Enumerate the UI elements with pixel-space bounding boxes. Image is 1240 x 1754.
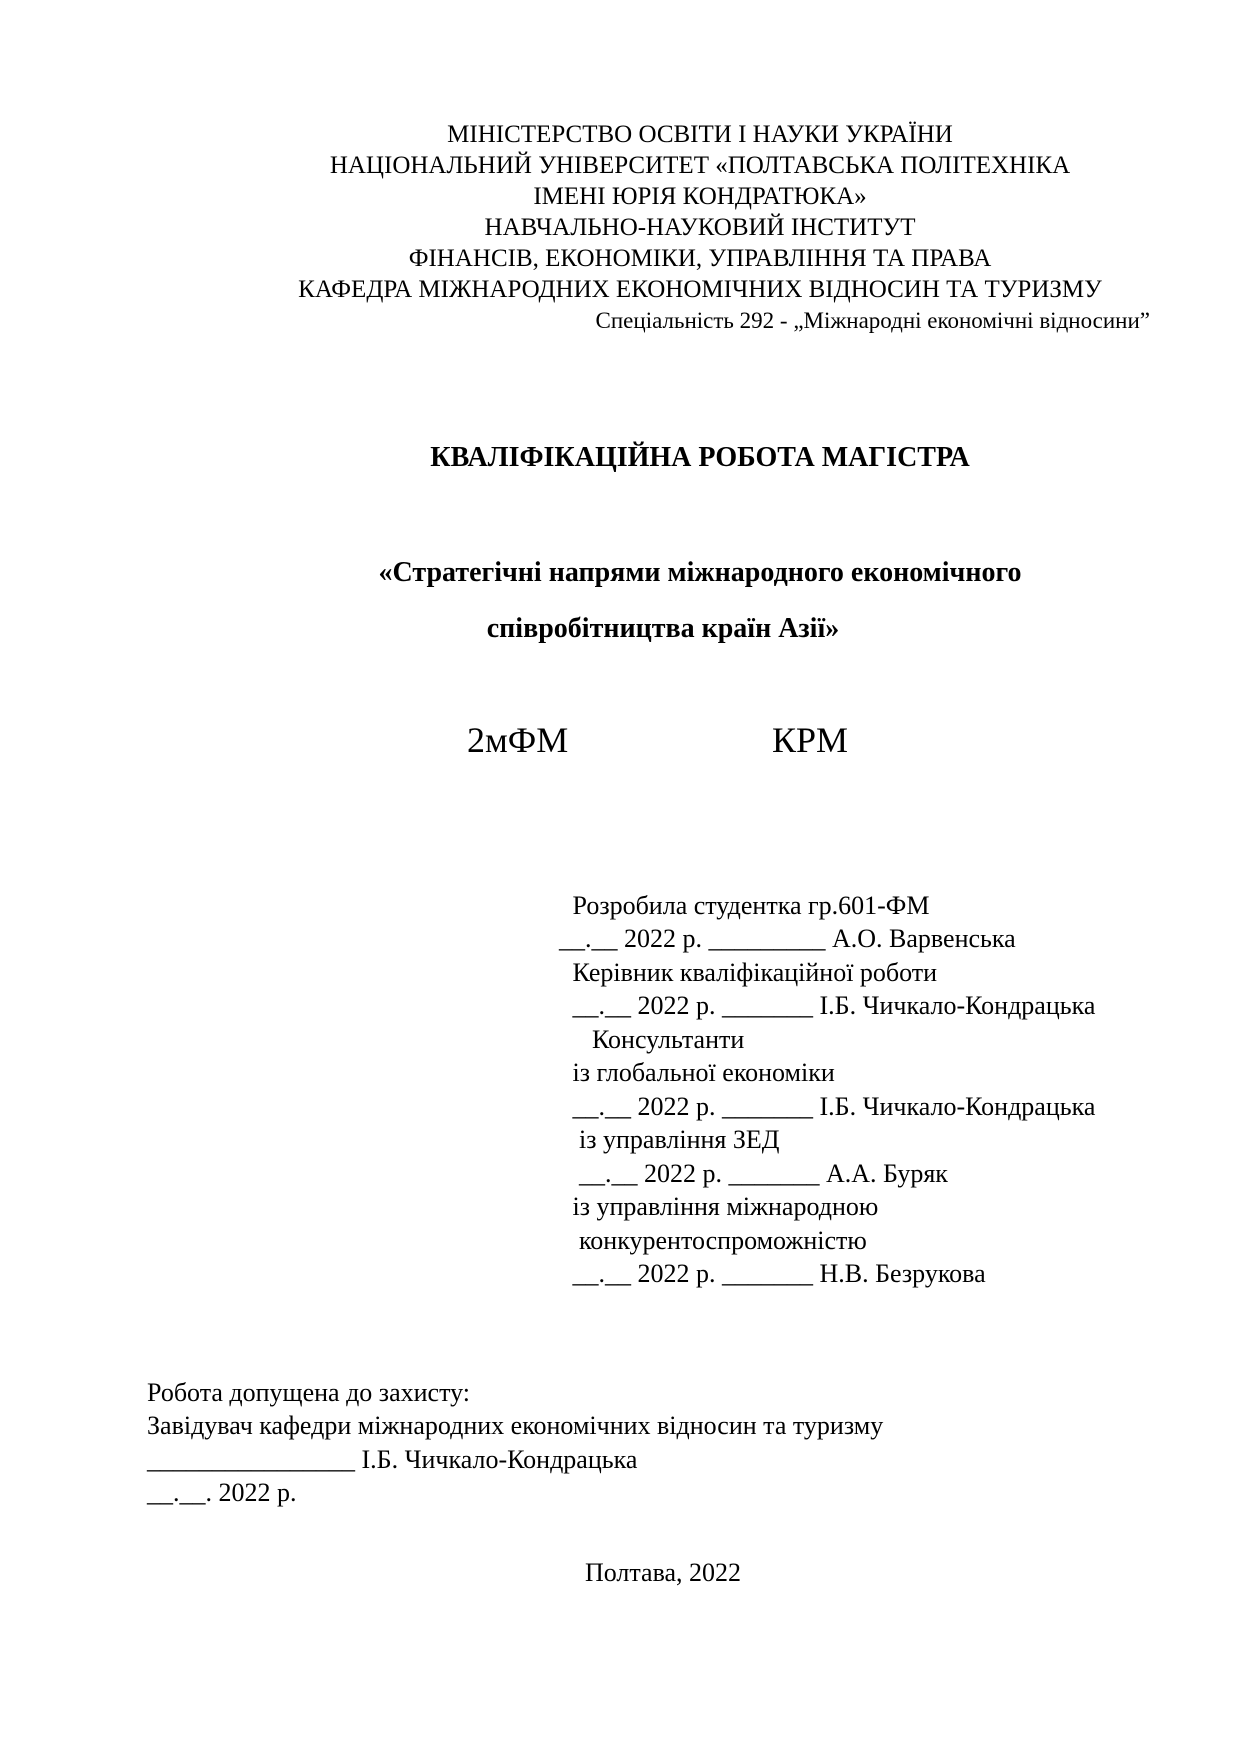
- thesis-title-line: «Стратегічні напрями міжнародного економічного: [378, 557, 1022, 588]
- header-line: НАЦІОНАЛЬНИЙ УНІВЕРСИТЕТ «ПОЛТАВСЬКА ПОЛІТЕХНІКА: [329, 152, 1071, 179]
- document-title: КВАЛІФІКАЦІЙНА РОБОТА МАГІСТРА: [430, 442, 970, 473]
- thesis-title-line: співробітництва країн Азії»: [486, 613, 840, 644]
- approval-line: Робота допущена до захисту:: [147, 1378, 470, 1407]
- signature-line: __.__ 2022 р. _______ І.Б. Чичкало-Кондрацька: [566, 991, 1096, 1020]
- header-line: НАВЧАЛЬНО-НАУКОВИЙ ІНСТИТУТ: [484, 214, 916, 241]
- header-line: МІНІСТЕРСТВО ОСВІТИ І НАУКИ УКРАЇНИ: [447, 121, 953, 148]
- signature-line: із управління міжнародною: [566, 1192, 879, 1221]
- header-line: ФІНАНСІВ, ЕКОНОМІКИ, УПРАВЛІННЯ ТА ПРАВА: [408, 245, 992, 272]
- signature-line: із управління ЗЕД: [566, 1125, 780, 1154]
- approval-line: __.__. 2022 р.: [147, 1478, 297, 1507]
- signature-line: Керівник кваліфікаційної роботи: [566, 958, 938, 987]
- header-line: ІМЕНІ ЮРІЯ КОНДРАТЮКА»: [533, 183, 867, 210]
- signature-line: __.__ 2022 р. _______ Н.В. Безрукова: [566, 1259, 986, 1288]
- signature-line: Розробила студентка гр.601-ФМ: [566, 891, 930, 920]
- signature-line: __.__ 2022 р. _______ І.Б. Чичкало-Кондрацька: [566, 1092, 1096, 1121]
- header-line: КАФЕДРА МІЖНАРОДНИХ ЕКОНОМІЧНИХ ВІДНОСИН ТА ТУРИЗМУ: [298, 276, 1102, 303]
- group-code: 2мФМ: [467, 720, 569, 760]
- signature-line: __.__ 2022 р. _________ А.О. Варвенська: [559, 924, 1016, 953]
- approval-line: ________________ І.Б. Чичкало-Кондрацька: [147, 1445, 638, 1474]
- signature-line: із глобальної економіки: [566, 1058, 835, 1087]
- signature-line: __.__ 2022 р. _______ А.А. Буряк: [566, 1159, 948, 1188]
- approval-line: Завідувач кафедри міжнародних економічних відносин та туризму: [147, 1411, 884, 1440]
- specialty: Спеціальність 292 - „Міжнародні економічні відносини”: [595, 308, 1150, 333]
- signature-line: Консультанти: [566, 1025, 745, 1054]
- work-type-code: КРМ: [772, 720, 849, 760]
- signature-line: конкурентоспроможністю: [566, 1226, 867, 1255]
- place-and-year: Полтава, 2022: [584, 1558, 742, 1587]
